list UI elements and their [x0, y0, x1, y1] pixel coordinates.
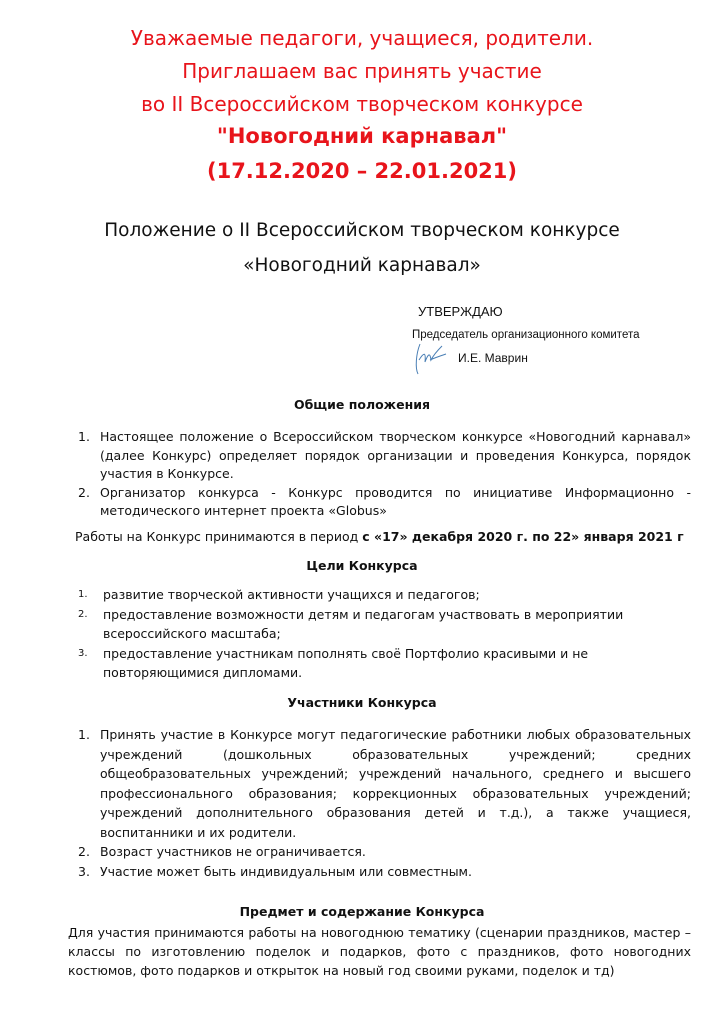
item-number: 2.: [78, 608, 88, 620]
list-item: [78, 484, 691, 521]
section-heading-subject: Предмет и содержание Конкурса: [239, 904, 485, 919]
list-item: [78, 428, 691, 484]
list-item: [78, 585, 638, 605]
item-text: Возраст участников не ограничивается.: [100, 844, 366, 859]
item-text: развитие творческой активности учащихся и педагогов;: [103, 587, 480, 602]
header-contest-name: "Новогодний карнавал": [216, 124, 508, 148]
approve-label: УТВЕРЖДАЮ: [418, 304, 503, 319]
item-text: Участие может быть индивидуальным или совместным.: [100, 863, 472, 879]
item-text: предоставление участникам пополнять своё Портфолио красивыми и не повторяющимися дипломами.: [103, 645, 589, 680]
period-text: Работы на Конкурс принимаются в период: [75, 529, 363, 544]
item-text: Настоящее положение о Всероссийском творческом конкурсе «Новогодний карнавал» (далее Конкурс) определяет порядок организации и проведения Конкурса, порядок участия в Конкурсе.: [100, 429, 691, 482]
general-list: [78, 428, 691, 521]
approver-name: И.Е. Маврин: [458, 351, 528, 365]
signature-icon: [412, 340, 448, 378]
document-title-line-2: «Новогодний карнавал»: [243, 255, 481, 276]
approver-position: Председатель организационного комитета: [412, 329, 640, 341]
item-text: Принять участие в Конкурсе могут педагогические работники любых образовательных учреждений (дошкольных образовательных учреждений; средних общеобразовательных учреждений; учреждений начального, среднего и высшего профессионального образования; коррекционных образовательных учреждений; учреждений дополнительного образования детей и т.д.), а также учащиеся, воспитанники и их родители.: [100, 727, 691, 840]
participants-list: [78, 725, 691, 881]
item-text: Организатор конкурса - Конкурс проводится по инициативе Информационно - методического интернет проекта «Globus»: [100, 484, 691, 519]
header-dates: (17.12.2020 – 22.01.2021): [206, 159, 518, 183]
period-dates: с «17» декабря 2020 г. по 22» января 2021 г: [362, 529, 684, 544]
list-item: [78, 862, 691, 882]
list-item: [78, 725, 691, 842]
item-number: 2.: [78, 484, 90, 500]
document-title-line-1: Положение о II Всероссийском творческом конкурсе: [104, 220, 620, 241]
item-number: 1.: [78, 727, 90, 742]
list-item: [78, 644, 638, 683]
item-number: 1.: [78, 429, 90, 444]
item-number: 2.: [78, 844, 90, 859]
section-heading-participants: Участники Конкурса: [287, 695, 437, 710]
item-number: 3.: [78, 647, 88, 659]
submission-period: [75, 528, 715, 547]
subject-text: Для участия принимаются работы на новогоднюю тематику (сценарии праздников, мастер – классы по изготовлению поделок и подарков, фото с праздников, фото новогодних костюмов, фото подарков и открыток на новый год своими руками, поделок и тд): [68, 925, 691, 978]
section-heading-goals: Цели Конкурса: [306, 558, 418, 573]
header-line-1: Уважаемые педагоги, учащиеся, родители.: [130, 26, 594, 50]
list-item: [78, 842, 691, 862]
item-number: 3.: [78, 863, 90, 879]
header-line-2: Приглашаем вас принять участие: [182, 59, 542, 83]
header-line-3: во II Всероссийском творческом конкурсе: [141, 92, 583, 116]
section-heading-general: Общие положения: [293, 397, 431, 412]
list-item: [78, 605, 638, 644]
goals-list: [78, 585, 638, 683]
item-number: 1.: [78, 589, 88, 600]
item-text: предоставление возможности детям и педагогам участвовать в мероприятии всероссийского масштаба;: [103, 606, 624, 641]
